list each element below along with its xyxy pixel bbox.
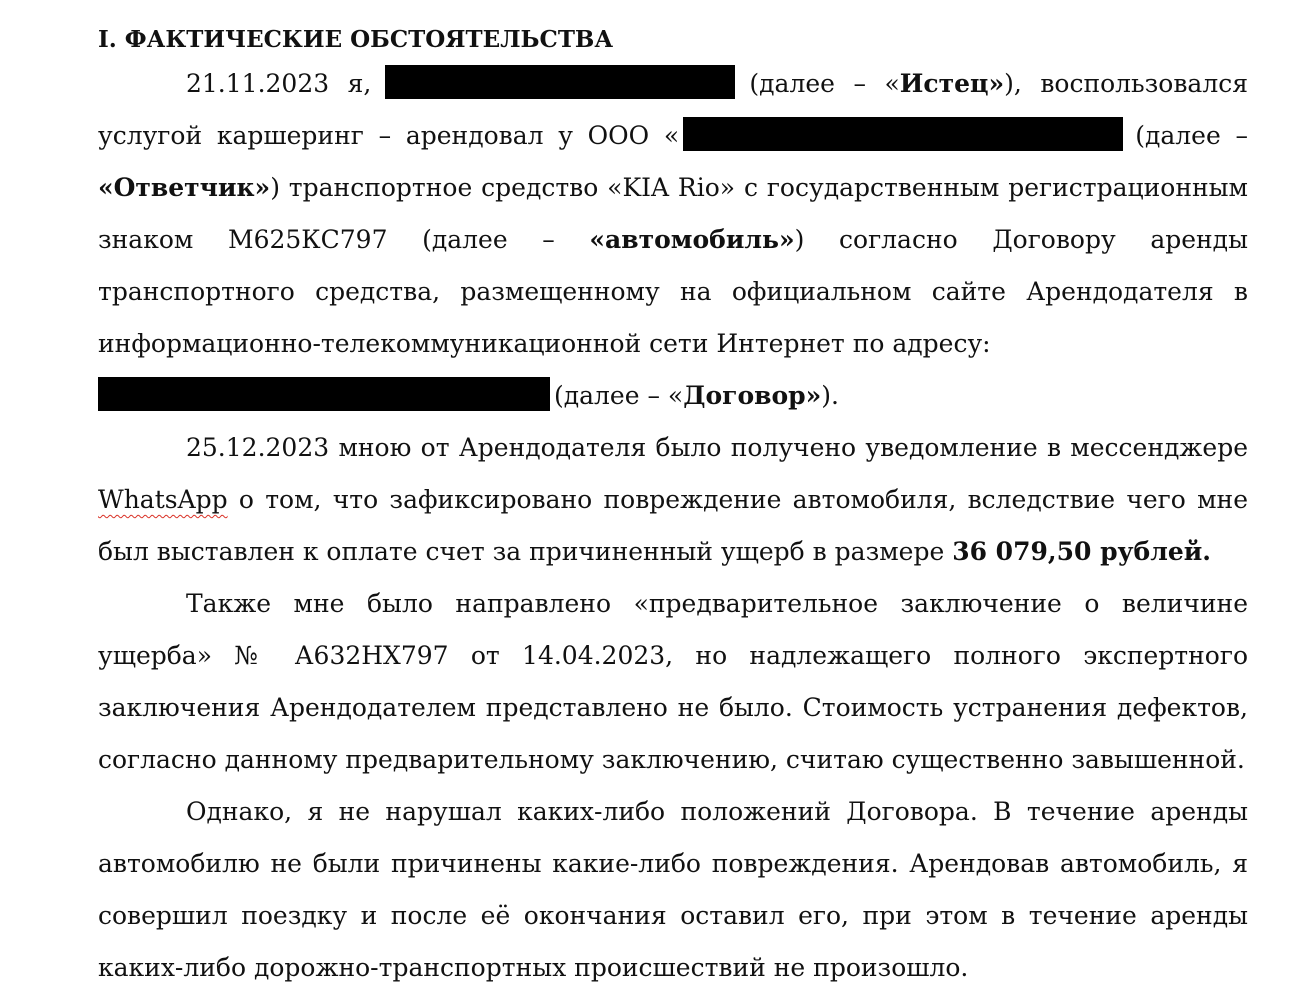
term-defendant: «Ответчик»: [98, 173, 271, 202]
section-heading: I. ФАКТИЧЕСКИЕ ОБСТОЯТЕЛЬСТВА: [98, 26, 614, 53]
term-plaintiff: Истец»: [899, 69, 1005, 98]
term-contract: Договор»: [683, 381, 822, 410]
damage-amount: 36 079,50 рублей.: [952, 537, 1212, 566]
redacted-plaintiff-name: [385, 65, 735, 99]
document-body: [98, 22, 1248, 994]
spellcheck-word-whatsapp: WhatsApp: [98, 485, 228, 514]
paragraph-facts-rental: 21.11.2023 я, (далее – «Истец»), воспользовался услугой каршеринг – арендовал у ООО « (далее – «Ответчик») транспортное средство «KIA Rio» с государственным регистрационным знаком М625КС797 (далее – «автомобиль») согласно Договору аренды транспортного средства, размещенному на официальном сайте Арендодателя в информационно-телекоммуникационной сети Интернет по адресу: (далее – «Договор»).: [98, 58, 1248, 422]
term-car: «автомобиль»: [589, 225, 795, 254]
paragraph-preliminary-conclusion: Также мне было направлено «предварительное заключение о величине ущерба» № А632НХ797 от 14.04.2023, но надлежащего полного экспертного заключения Арендодателем представлено не было. Стоимость устранения дефектов, согласно данному предварительному заключению, считаю существенно завышенной.: [98, 589, 1248, 774]
paragraph-damage-notice: 25.12.2023 мною от Арендодателя было получено уведомление в мессенджере WhatsApp о том, что зафиксировано повреждение автомобиля, вследствие чего мне был выставлен к оплате счет за причиненный ущерб в размере 36 079,50 рублей.: [98, 433, 1248, 566]
redacted-company-name: [683, 117, 1123, 151]
paragraph-no-violation: Однако, я не нарушал каких-либо положений Договора. В течение аренды автомобилю не были причинены какие-либо повреждения. Арендовав автомобиль, я совершил поездку и после её окончания оставил его, при этом в течение аренды каких-либо дорожно-транспортных происшествий не произошло.: [98, 797, 1248, 982]
redacted-website-address: [98, 377, 550, 411]
text-date-plaintiff: 21.11.2023 я,: [186, 69, 372, 98]
